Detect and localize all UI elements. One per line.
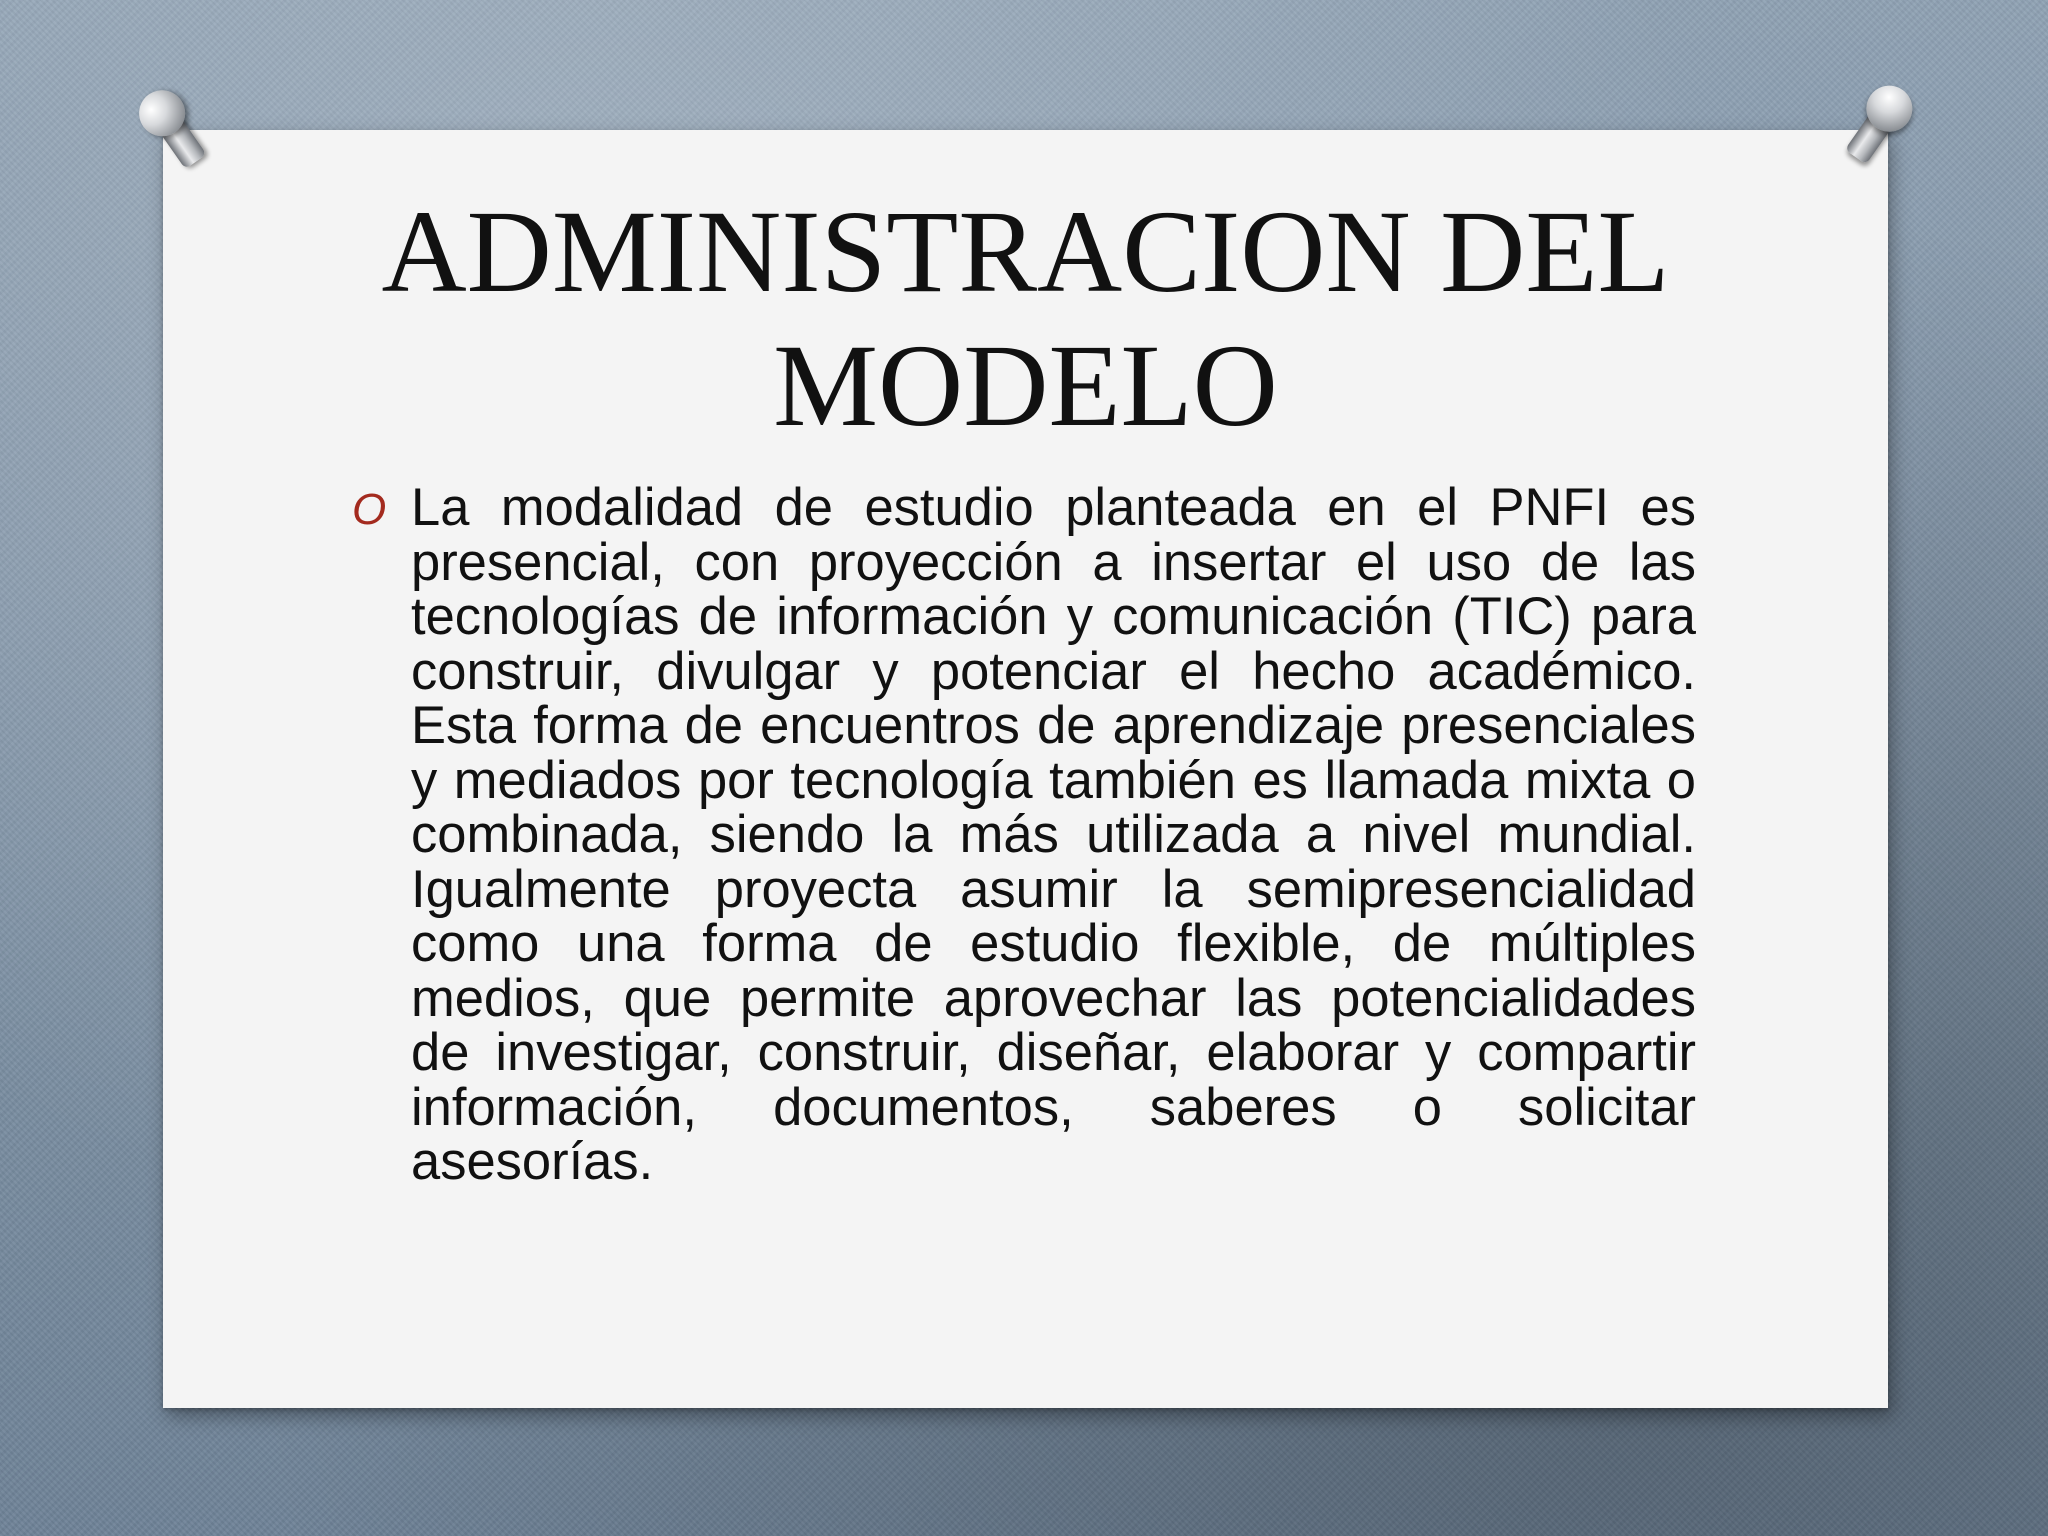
slide-title-line-2: MODELO — [773, 320, 1278, 451]
bullet-marker: O — [352, 485, 387, 534]
slide-title — [163, 185, 1888, 453]
slide-title-line-1: ADMINISTRACION DEL — [381, 186, 1670, 317]
bullet-paragraph: La modalidad de estudio planteada en el PNFI es presencial, con proyección a insertar el uso de las tecnologías de información y comunicación (TIC) para construir, divulgar y potenciar el hecho académico. Esta forma de encuentros de aprendizaje presenciales y mediados por tecnología también es llamada mixta o combinada, siendo la más utilizada a nivel mundial. Igualmente proyecta asumir la semipresencialidad como una forma de estudio flexible, de múltiples medios, que permite aprovechar las potencialidades de investigar, construir, diseñar, elaborar y compartir información, documentos, saberes o solicitar asesorías. — [411, 478, 1696, 1191]
